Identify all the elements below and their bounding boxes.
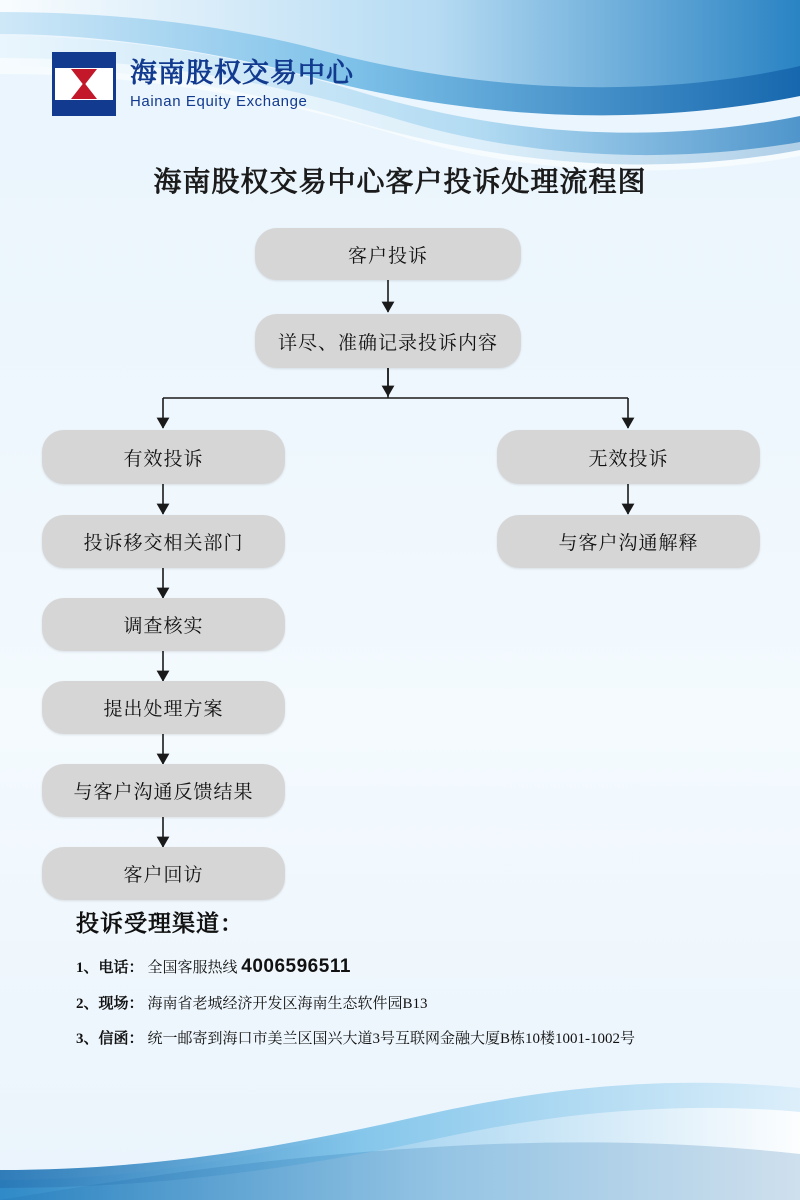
flow-node-transfer: [42, 515, 285, 568]
flow-node-valid: [42, 430, 285, 484]
flow-node-label: 客户回访: [123, 865, 204, 886]
channel-value: 统一邮寄到海口市美兰区国兴大道3号互联网金融大厦B栋10楼1001-1002号: [147, 1031, 636, 1047]
flow-node-investigate: [42, 598, 285, 651]
flowchart: [0, 218, 800, 898]
flow-node-label: 与客户沟通解释: [558, 533, 699, 554]
hotline-number: 4006596511: [241, 956, 351, 977]
flow-node-label: 与客户沟通反馈结果: [73, 782, 254, 803]
page-title: 海南股权交易中心客户投诉处理流程图: [153, 167, 647, 198]
complaint-channels: [76, 905, 776, 1062]
flow-node-label: 无效投诉: [588, 448, 669, 470]
flow-node-feedback: [42, 764, 285, 817]
flow-node-revisit: [42, 847, 285, 900]
flow-node-invalid: [497, 430, 760, 484]
flow-node-label: 提出处理方案: [103, 699, 224, 720]
channels-heading: 投诉受理渠道：: [76, 911, 244, 936]
flow-node-label: 详尽、准确记录投诉内容: [277, 332, 498, 354]
channel-value: [148, 956, 351, 978]
channel-item: [76, 956, 776, 978]
flow-node-label: 投诉移交相关部门: [83, 533, 244, 554]
flow-node-label: 调查核实: [123, 616, 204, 637]
channel-item: [76, 992, 776, 1013]
brand-name-en: Hainan Equity Exchange: [130, 92, 308, 110]
channel-index: 1、电话：: [76, 960, 144, 976]
brand-name-cn: 海南股权交易中心: [130, 57, 354, 88]
flow-node-complaint: [255, 228, 521, 280]
flow-node-explain: [497, 515, 760, 568]
channel-index: 2、现场：: [76, 996, 144, 1012]
channel-index: 3、信函：: [76, 1031, 144, 1047]
channel-value: 海南省老城经济开发区海南生态软件园B13: [147, 996, 428, 1012]
flow-node-label: 客户投诉: [347, 245, 428, 267]
channel-item: [76, 1027, 776, 1048]
flow-node-label: 有效投诉: [123, 448, 204, 470]
brand-logo: [52, 52, 354, 116]
flow-node-record: [255, 314, 521, 368]
flow-node-plan: [42, 681, 285, 734]
brand-text: [130, 57, 354, 110]
hainan-equity-logo-icon: [52, 52, 116, 116]
channel-text: 全国客服热线: [147, 960, 242, 976]
